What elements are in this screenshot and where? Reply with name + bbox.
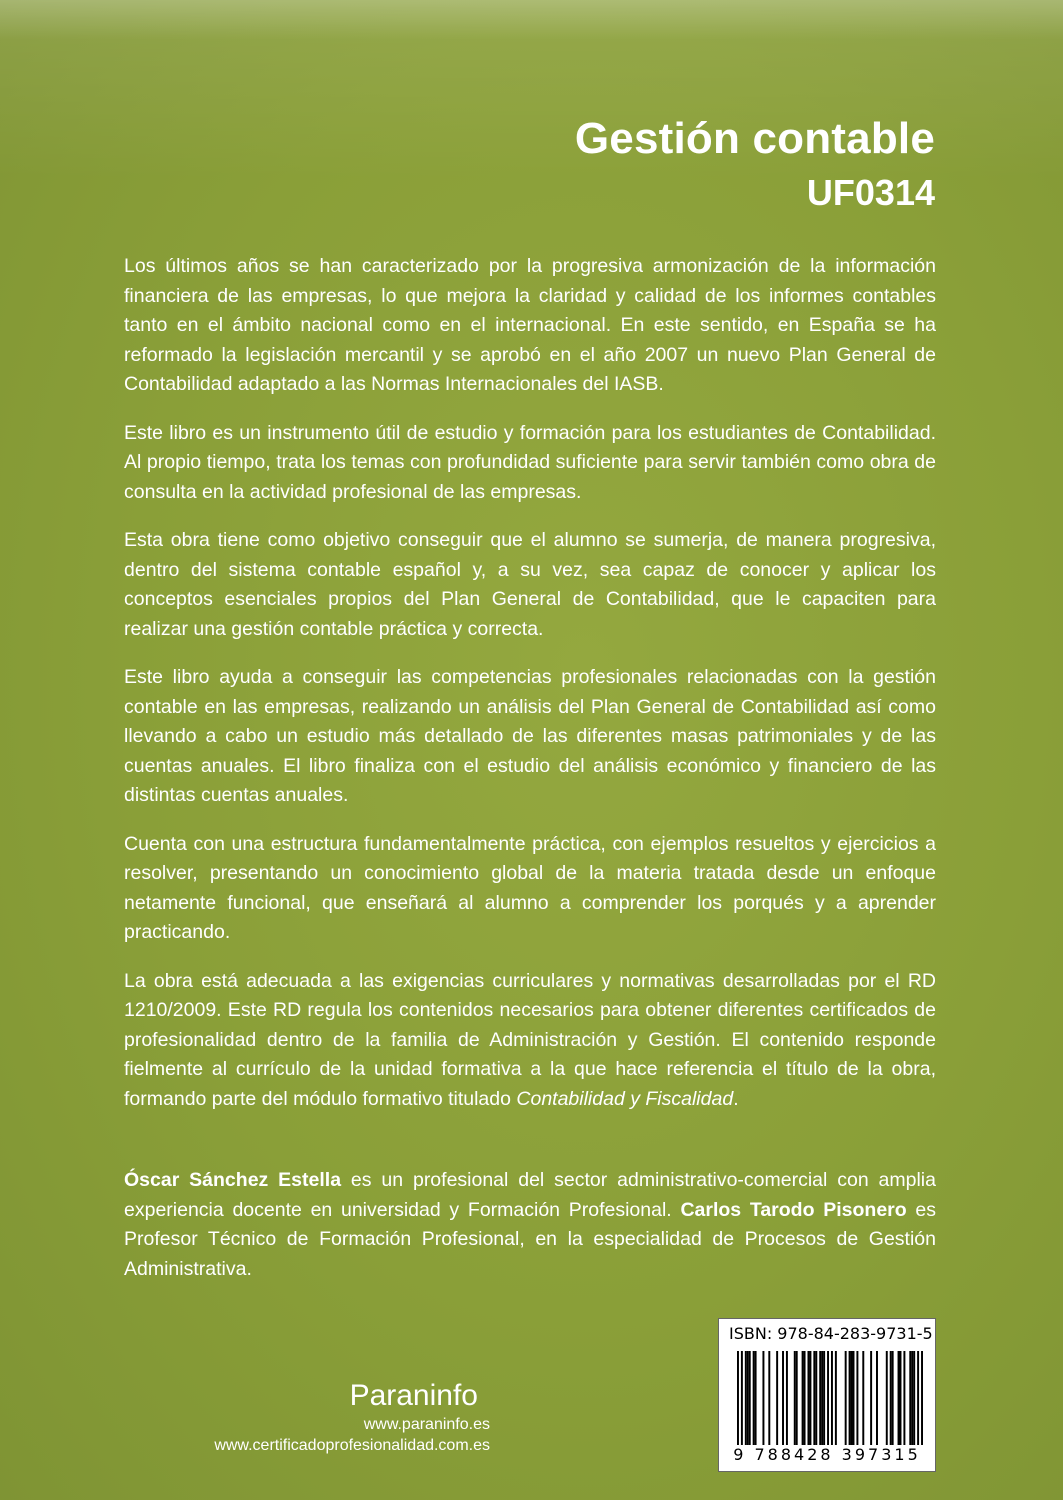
barcode-bar [911, 1351, 913, 1445]
barcode-bar [898, 1351, 900, 1445]
description-paragraph-5: Cuenta con una estructura fundamentalmente práctica, con ejemplos resueltos y ejercicios a resolver, presentando un conocimiento global de la materia tratada desde un enfoque netamente funcional, que enseñará al alumno a comprender los porqués y a aprender practicando. [124, 832, 936, 943]
author-2-bio: es Profesor Técnico de Formación Profesional, en la especialidad de Procesos de Gestión Administrativa. [124, 1198, 936, 1280]
barcode-bar [862, 1351, 864, 1445]
barcode-icon [737, 1351, 923, 1445]
barcode-bar [796, 1351, 798, 1445]
barcode-bar [831, 1351, 833, 1445]
module-title: Contabilidad y Fiscalidad [516, 1087, 734, 1110]
barcode-bar [782, 1351, 784, 1445]
barcode-bar [807, 1351, 809, 1445]
barcode-bar [890, 1351, 892, 1445]
barcode-bar [815, 1351, 817, 1445]
barcode-bar [823, 1351, 825, 1445]
barcode-bar [819, 1351, 821, 1445]
isbn-box [718, 1318, 936, 1472]
barcode-bar [745, 1351, 747, 1445]
publisher-block [150, 1378, 490, 1456]
barcode-bar [921, 1351, 923, 1445]
barcode-bar [917, 1351, 919, 1445]
publisher-logo: Paraninfo [349, 1379, 478, 1412]
barcode-bar [786, 1351, 788, 1445]
barcode-bar [737, 1351, 739, 1445]
barcode-bar [813, 1351, 815, 1445]
barcode-bar [776, 1351, 778, 1445]
author-1-name: Óscar Sánchez Estella [124, 1169, 342, 1191]
description-paragraph-6 [124, 967, 936, 1115]
barcode-bar [802, 1351, 804, 1445]
paragraph-6-end: . [733, 1087, 739, 1110]
barcode-bar [903, 1351, 905, 1445]
barcode-bar [835, 1351, 837, 1445]
barcode-bar [851, 1351, 853, 1445]
barcode-bar [794, 1351, 796, 1445]
barcode-bar [827, 1351, 829, 1445]
isbn-label: ISBN: 978-84-283-9731-5 [729, 1324, 933, 1343]
barcode-bar [856, 1351, 858, 1445]
barcode-bar [809, 1351, 811, 1445]
barcode-bar [876, 1351, 878, 1445]
barcode-bar [753, 1351, 755, 1445]
description-paragraph-3: Esta obra tiene como objetivo conseguir que el alumno se sumerja, de manera progresiva, dentro del sistema contable español y, a su vez, sea capaz de conocer y aplicar los conceptos esenciales propios del Plan General de Contabilidad, que le capaciten para realizar una gestión contable práctica y correcta. [124, 529, 936, 640]
paragraph-6-text: La obra está adecuada a las exigencias curriculares y normativas desarrolladas por el RD 1210/2009. Este RD regula los contenidos necesarios para obtener diferentes certificados de profesionalidad dentro de la familia de Administración y Gestión. El contenido responde fielmente al currículo de la unidad formativa a la que hace referencia el título de la obra, formando parte del módulo formativo titulado [124, 969, 936, 1110]
book-title: Gestión contable [574, 114, 935, 163]
barcode-bar [892, 1351, 894, 1445]
author-1-bio: es un profesional del sector administrativo-comercial con amplia experiencia docente en universidad y Formación Profesional. [124, 1169, 936, 1221]
barcode-bar [900, 1351, 902, 1445]
book-code: UF0314 [806, 172, 935, 213]
authors-bio [124, 1166, 936, 1284]
description [124, 252, 936, 1133]
description-paragraph-4: Este libro ayuda a conseguir las competencias profesionales relacionadas con la gestión contable en las empresas, realizando un análisis del Plan General de Contabilidad así como llevando a cabo un estudio más detallado de las diferentes masas patrimoniales y de las cuentas anuales. El libro finaliza con el estudio del análisis económico y financiero de las distintas cuentas anuales. [124, 666, 936, 806]
barcode-bar [821, 1351, 823, 1445]
description-paragraph-1: Los últimos años se han caracterizado por la progresiva armonización de la información financiera de las empresas, lo que mejora la claridad y calidad de los informes contables tanto en el ámbito nacional como en el internacional. En este sentido, en España se ha reformado la legislación mercantil y se aprobó en el año 2007 un nuevo Plan General de Contabilidad adaptado a las Normas Internacionales del IASB. [124, 255, 936, 395]
barcode-bar [870, 1351, 872, 1445]
barcode-bar [762, 1351, 764, 1445]
barcode-bar [845, 1351, 847, 1445]
barcode-number: 9 788428 397315 [733, 1445, 921, 1464]
title-block [575, 112, 935, 216]
barcode-bar [849, 1351, 851, 1445]
barcode-bar [909, 1351, 911, 1445]
description-paragraph-2: Este libro es un instrumento útil de estudio y formación para los estudiantes de Contabilidad. Al propio tiempo, trata los temas con profundidad suficiente para servir también como obra de consulta en la actividad profesional de las empresas. [124, 421, 936, 503]
barcode-bar [749, 1351, 751, 1445]
barcode-bar [747, 1351, 749, 1445]
certificate-url[interactable]: www.certificadoprofesionalidad.com.es [214, 1437, 490, 1454]
cover-gloss [0, 0, 1063, 40]
publisher-url[interactable]: www.paraninfo.es [363, 1416, 490, 1433]
barcode-bar [755, 1351, 757, 1445]
barcode-bar [804, 1351, 806, 1445]
author-2-name: Carlos Tarodo Pisonero [680, 1198, 907, 1221]
barcode-bar [768, 1351, 770, 1445]
barcode-bar [913, 1351, 915, 1445]
barcode-bar [853, 1351, 855, 1445]
barcode-bar [741, 1351, 743, 1445]
barcode-bar [886, 1351, 888, 1445]
